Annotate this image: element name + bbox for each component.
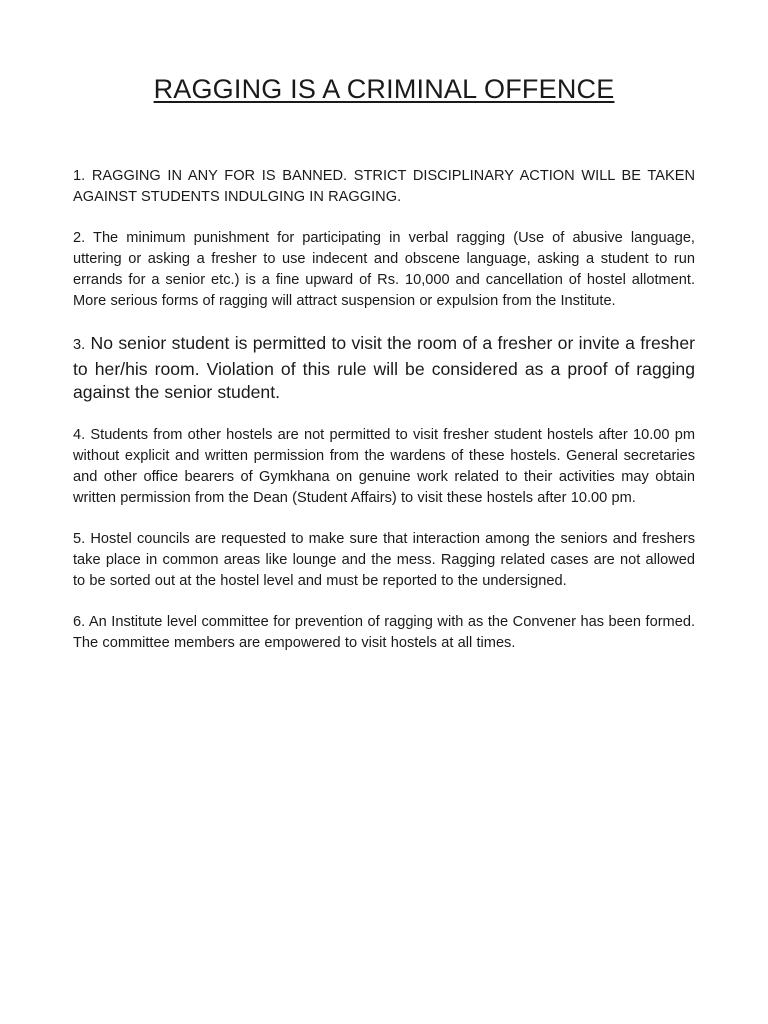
rule-text: No senior student is permitted to visit the room of a fresher or invite a fresher to her/his room. Violation of this rule will be considered as a proof of ragging against the senior student. — [73, 333, 695, 402]
rule-text: The minimum punishment for participating in verbal ragging (Use of abusive language, uttering or asking a fresher to use indecent and obscene language, asking a student to run errands for a senior etc.) is a fine upward of Rs. 10,000 and cancellation of hostel allotment. More serious forms of ragging will attract suspension or expulsion from the Institute. — [73, 230, 695, 309]
document-title: RAGGING IS A CRIMINAL OFFENCE — [153, 74, 615, 104]
rule-5 — [73, 529, 695, 592]
rule-number: 1. — [73, 168, 86, 184]
rule-text: Hostel councils are requested to make sure that interaction among the seniors and freshers take place in common areas like lounge and the mess. Ragging related cases are not allowed to be sorted out at the hostel level and must be reported to the undersigned. — [73, 530, 695, 589]
rule-text: Students from other hostels are not permitted to visit fresher student hostels after 10.00 pm without explicit and written permission from the wardens of these hostels. General secretaries and other office bearers of Gymkhana on genuine work related to their activities may obtain written permission from the Dean (Student Affairs) to visit these hostels after 10.00 pm. — [73, 426, 695, 506]
rules-list — [73, 166, 695, 654]
rule-6 — [73, 612, 695, 654]
rule-2 — [73, 228, 695, 312]
rule-3 — [73, 332, 695, 405]
rule-text: RAGGING IN ANY FOR IS BANNED. STRICT DISCIPLINARY ACTION WILL BE TAKEN AGAINST STUDENTS INDULGING IN RAGGING. — [73, 168, 695, 205]
rule-number: 3. — [73, 337, 86, 353]
rule-text: An Institute level committee for prevention of ragging with as the Convener has been formed. The committee members are empowered to visit hostels at all times. — [73, 613, 695, 651]
rule-number: 5. — [73, 530, 86, 547]
rule-number: 6. — [73, 613, 86, 630]
rule-1 — [73, 166, 695, 208]
rule-number: 2. — [73, 230, 86, 246]
rule-4 — [73, 425, 695, 509]
rule-number: 4. — [73, 426, 86, 443]
